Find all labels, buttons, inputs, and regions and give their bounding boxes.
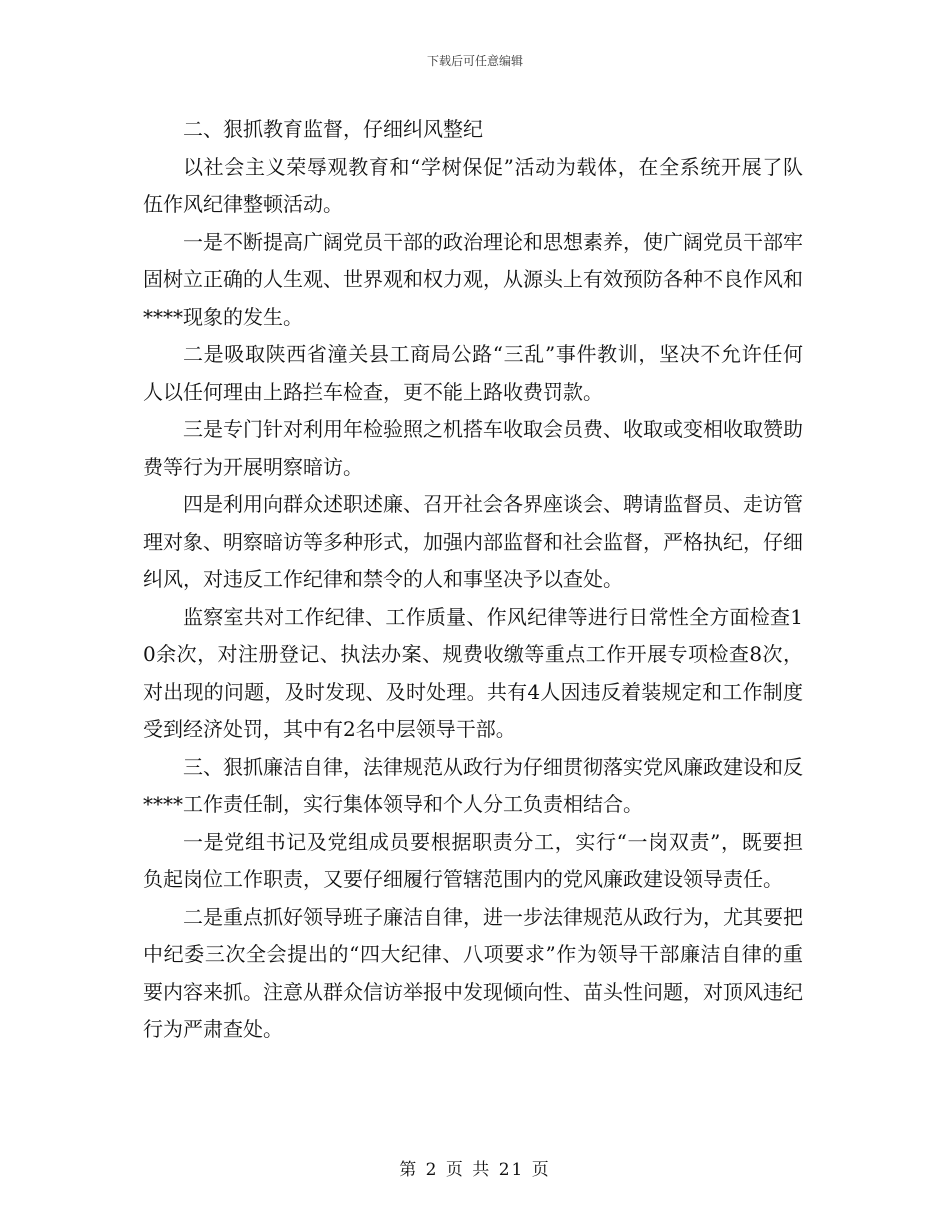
- paragraph-6: 四是利用向群众述职述廉、召开社会各界座谈会、聘请监督员、走访管理对象、明察暗访等多种形式，加强内部监督和社会监督，严格执纪，仔细纠风，对违反工作纪律和禁令的人和事坚决予以查处。: [143, 492, 803, 591]
- paragraph-5: 三是专门针对利用年检验照之机搭车收取会员费、收取或变相收取赞助费等行为开展明察暗访。: [143, 417, 803, 479]
- paragraph-1: 二、狠抓教育监督，仔细纠风整纪: [183, 117, 483, 141]
- paragraph-10: 二是重点抓好领导班子廉洁自律，进一步法律规范从政行为，尤其要把中纪委三次全会提出的“四大纪律、八项要求”作为领导干部廉洁自律的重要内容来抓。注意从群众信访举报中发现倾向性、苗头性问题，对顶风违纪行为严肃查处。: [143, 904, 803, 1041]
- paragraph-9: 一是党组书记及党组成员要根据职责分工，实行“一岗双责”，既要担负起岗位工作职责，又要仔细履行管辖范围内的党风廉政建设领导责任。: [143, 829, 803, 891]
- page-number-footer: 第 2 页 共 21 页: [399, 1160, 551, 1180]
- paragraph-8: 三、狠抓廉洁自律，法律规范从政行为仔细贯彻落实党风廉政建设和反****工作责任制，实行集体领导和个人分工负责相结合。: [143, 754, 803, 816]
- paragraph-3: 一是不断提高广阔党员干部的政治理论和思想素养，使广阔党员干部牢固树立正确的人生观、世界观和权力观，从源头上有效预防各种不良作风和****现象的发生。: [143, 229, 803, 329]
- page-header: 下载后可任意编辑: [426, 54, 523, 68]
- paragraph-2: 以社会主义荣辱观教育和“学树保促”活动为载体，在全系统开展了队伍作风纪律整顿活动。: [143, 154, 803, 216]
- paragraph-7: 监察室共对工作纪律、工作质量、作风纪律等进行日常性全方面检查10余次，对注册登记、执法办案、规费收缴等重点工作开展专项检查8次，对出现的问题，及时发现、及时处理。共有4人因违反着装规定和工作制度受到经济处罚，其中有2名中层领导干部。: [143, 604, 803, 741]
- document-body: [143, 111, 803, 1049]
- paragraph-4: 二是吸取陕西省潼关县工商局公路“三乱”事件教训，坚决不允许任何人以任何理由上路拦车检查，更不能上路收费罚款。: [143, 342, 803, 404]
